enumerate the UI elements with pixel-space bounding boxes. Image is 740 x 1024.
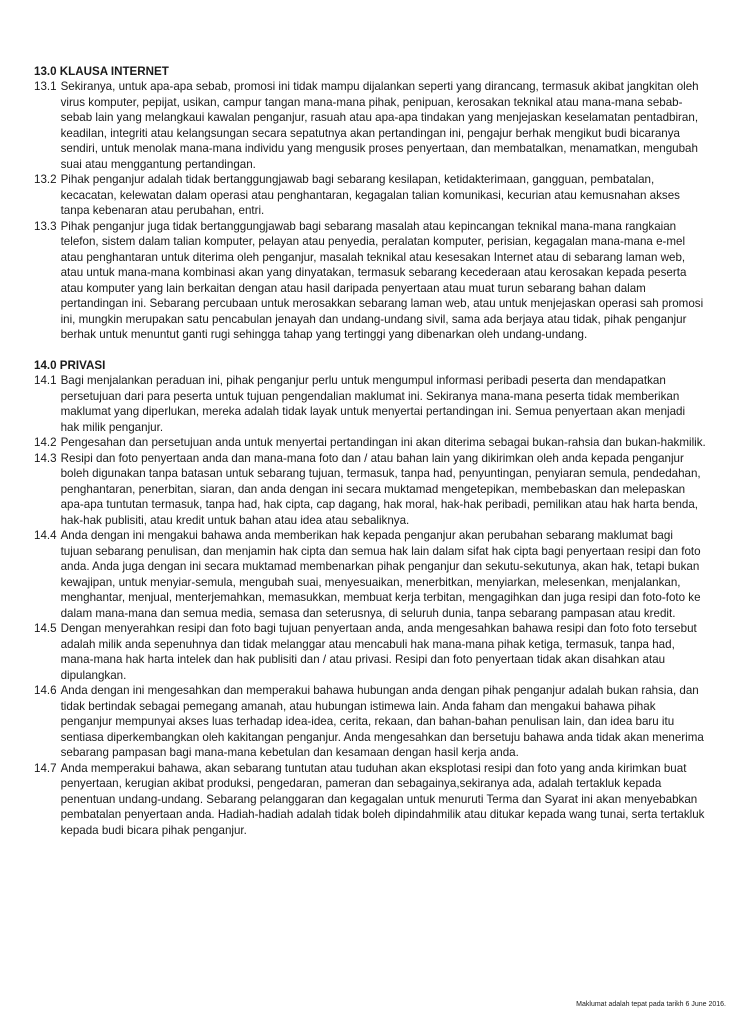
clause-13-3 [34, 219, 706, 343]
clause-14-4 [34, 528, 706, 621]
footer-note: Maklumat adalah tepat pada tarikh 6 June 2016. [576, 1001, 726, 1008]
clause-14-6 [34, 683, 706, 761]
clause-text: Pengesahan dan persetujuan anda untuk menyertai pertandingan ini akan diterima sebagai bukan-rahsia dan bukan-hakmilik. [60, 436, 706, 449]
clause-text: Anda dengan ini mengesahkan dan memperakui bahawa hubungan anda dengan pihak penganjur adalah bukan rahsia, dan tidak bertindak sebagai pemegang amanah, atau hubungan istimewa lain. Anda faham dan mengakui bahawa pihak penganjur mempunyai akses luas terhadap idea-idea, cerita, rekaan, dan bahan-bahan penulisan lain, dan idea baru itu sentiasa diperkembangkan oleh kakitangan penganjur. Anda mengesahkan dan bersetuju bahawa anda tidak akan menerima sebarang pampasan bagi mana-mana kebetulan dan kesamaan dengan hasil kerja anda. [60, 684, 704, 759]
clause-number: 14.6 [34, 684, 57, 697]
clause-14-7 [34, 761, 706, 839]
clause-number: 14.2 [34, 436, 57, 449]
clause-text: Anda memperakui bahawa, akan sebarang tuntutan atau tuduhan akan eksplotasi resipi dan foto yang anda kirimkan buat penyertaan, kerugian akibat produksi, pengedaran, pameran dan sebagainya,sekiranya ada, adalah tertakluk kepada penentuan undang-undang. Sebarang pelanggaran dan kegagalan untuk menuruti Terma dan Syarat ini akan menyebabkan pembatalan penyertaan anda. Hadiah-hadiah adalah tidak boleh dipindahmilik atau ditukar kepada wang tunai, serta tertakluk kepada budi bicara pihak penganjur. [60, 761, 705, 837]
clause-text: Resipi dan foto penyertaan anda dan mana-mana foto dan / atau bahan lain yang dikirimkan oleh anda kepada penganjur boleh digunakan tanpa batasan untuk sebarang tujuan, termasuk, tanpa had, penyuntingan, penyiaran semula, pendedahan, penghantaran, penerbitan, siaran, dan anda dengan ini secara muktamad mengetepikan, membebaskan dan melepaskan apa-apa tuntutan termasuk, tanpa had, hak cipta, cap dagang, hak moral, hak-hak peribadi, pemilikan atau hak harta benda, hak-hak publisiti, atau kredit untuk bahan atau idea atau sebaliknya. [60, 451, 701, 527]
terms-content [34, 64, 706, 838]
clause-number: 14.1 [34, 374, 57, 387]
clause-14-1 [34, 373, 706, 435]
clause-text: Sekiranya, untuk apa-apa sebab, promosi ini tidak mampu dijalankan seperti yang dirancang, termasuk akibat jangkitan oleh virus komputer, pepijat, usikan, campur tangan mana-mana pihak, penipuan, kerosakan teknikal atau mana-mana sebab-sebab lain yang melangkaui kawalan penganjur, rasuah atau apa-apa tindakan yang menjejaskan keselamatan pentadbiran, keadilan, integriti atau kelangsungan secara sepatutnya akan pertandingan ini, pengajur berhak mengikut budi bicaranya sendiri, untuk menolak mana-mana individu yang mengusik proses penyertaan, dan membatalkan, menamatkan, mengubah suai atau menggantung pertandingan. [60, 80, 699, 171]
clause-text: Pihak penganjur adalah tidak bertanggungjawab bagi sebarang kesilapan, ketidakterimaan, gangguan, pembatalan, kecacatan, kelewatan dalam operasi atau penghantaran, kegagalan talian komunikasi, kecurian atau kemusnahan akses tanpa kebenaran atau perubahan, entri. [60, 173, 680, 217]
clause-number: 13.1 [34, 80, 57, 93]
clause-number: 14.4 [34, 529, 57, 542]
clause-text: Pihak penganjur juga tidak bertanggungjawab bagi sebarang masalah atau kepincangan teknikal mana-mana rangkaian telefon, sistem dalam talian komputer, pelayan atau penyedia, peralatan komputer, perisian, kegagalan mana-mana e-mel atau penghantaran untuk diterima oleh penganjur, masalah teknikal atau kesesakan Internet atau di sebarang laman web, atau untuk mana-mana kombinasi akan yang dinyatakan, termasuk sebarang kecederaan atau kerosakan kepada peserta atau komputer yang lain berkaitan dengan atau hasil daripada penyertaan atau muat turun sebarang bahan dalam pertandingan ini. Sebarang percubaan untuk merosakkan sebarang laman web, atau untuk menjejaskan operasi sah promosi ini, mungkin merupakan satu pencabulan jenayah dan undang-undang sivil, sama ada berjaya atau tidak, pihak penganjur berhak untuk menuntut ganti rugi sehingga tahap yang tertinggi yang dibenarkan oleh undang-undang. [60, 219, 704, 341]
section-spacer [34, 343, 706, 359]
clause-number: 14.7 [34, 761, 57, 775]
section-internet [34, 64, 706, 343]
clause-14-3 [34, 451, 706, 529]
clause-text: Bagi menjalankan peraduan ini, pihak penganjur perlu untuk mengumpul informasi peribadi peserta dan mendapatkan persetujuan dari para peserta untuk tujuan pengendalian maklumat ini. Sekiranya mana-mana peserta tidak memberikan maklumat yang diperlukan, mereka adalah tidak layak untuk menyertai pertandingan ini. Semua penyertaan akan menjadi hak milik penganjur. [60, 374, 686, 434]
clause-13-1 [34, 79, 706, 172]
clause-14-2 [34, 435, 706, 451]
clause-number: 13.3 [34, 219, 57, 233]
clause-number: 14.5 [34, 622, 57, 635]
section-title: 13.0 KLAUSA INTERNET [34, 65, 169, 78]
clause-13-2 [34, 172, 706, 219]
section-title: 14.0 PRIVASI [34, 359, 106, 372]
section-privasi [34, 358, 706, 838]
clause-text: Dengan menyerahkan resipi dan foto bagi tujuan penyertaan anda, anda mengesahkan bahawa resipi dan foto foto tersebut adalah milik anda sepenuhnya dan tidak melanggar atau mencabuli hak mana-mana pihak ketiga, termasuk, tanpa had, mana-mana hak harta intelek dan hak publisiti dan / atau privasi. Resipi dan foto penyertaan tidak akan disahkan atau dipulangkan. [60, 622, 697, 682]
clause-text: Anda dengan ini mengakui bahawa anda memberikan hak kepada penganjur akan perubahan sebarang maklumat bagi tujuan sebarang penulisan, dan menjamin hak cipta dan semua hak lain dalam sifat hak cipta bagi penyertaan resipi dan foto anda. Anda juga dengan ini secara muktamad membenarkan pihak penganjur dan sekutu-sekutunya, akan hak, tetapi bukan kewajipan, untuk menyiar-semula, mengubah suai, menyesuaikan, menerbitkan, menyiarkan, melesenkan, menjalankan, menghantar, menjual, menterjemahkan, memasukkan, membuat kerja terbitan, mengagihkan dan juga resipi dan foto-foto ke dalam mana-mana dan semua media, semasa dan seterusnya, di seluruh dunia, tanpa sebarang pampasan atau kredit. [60, 529, 701, 620]
clause-14-5 [34, 621, 706, 683]
clause-number: 14.3 [34, 451, 57, 465]
clause-number: 13.2 [34, 173, 57, 186]
